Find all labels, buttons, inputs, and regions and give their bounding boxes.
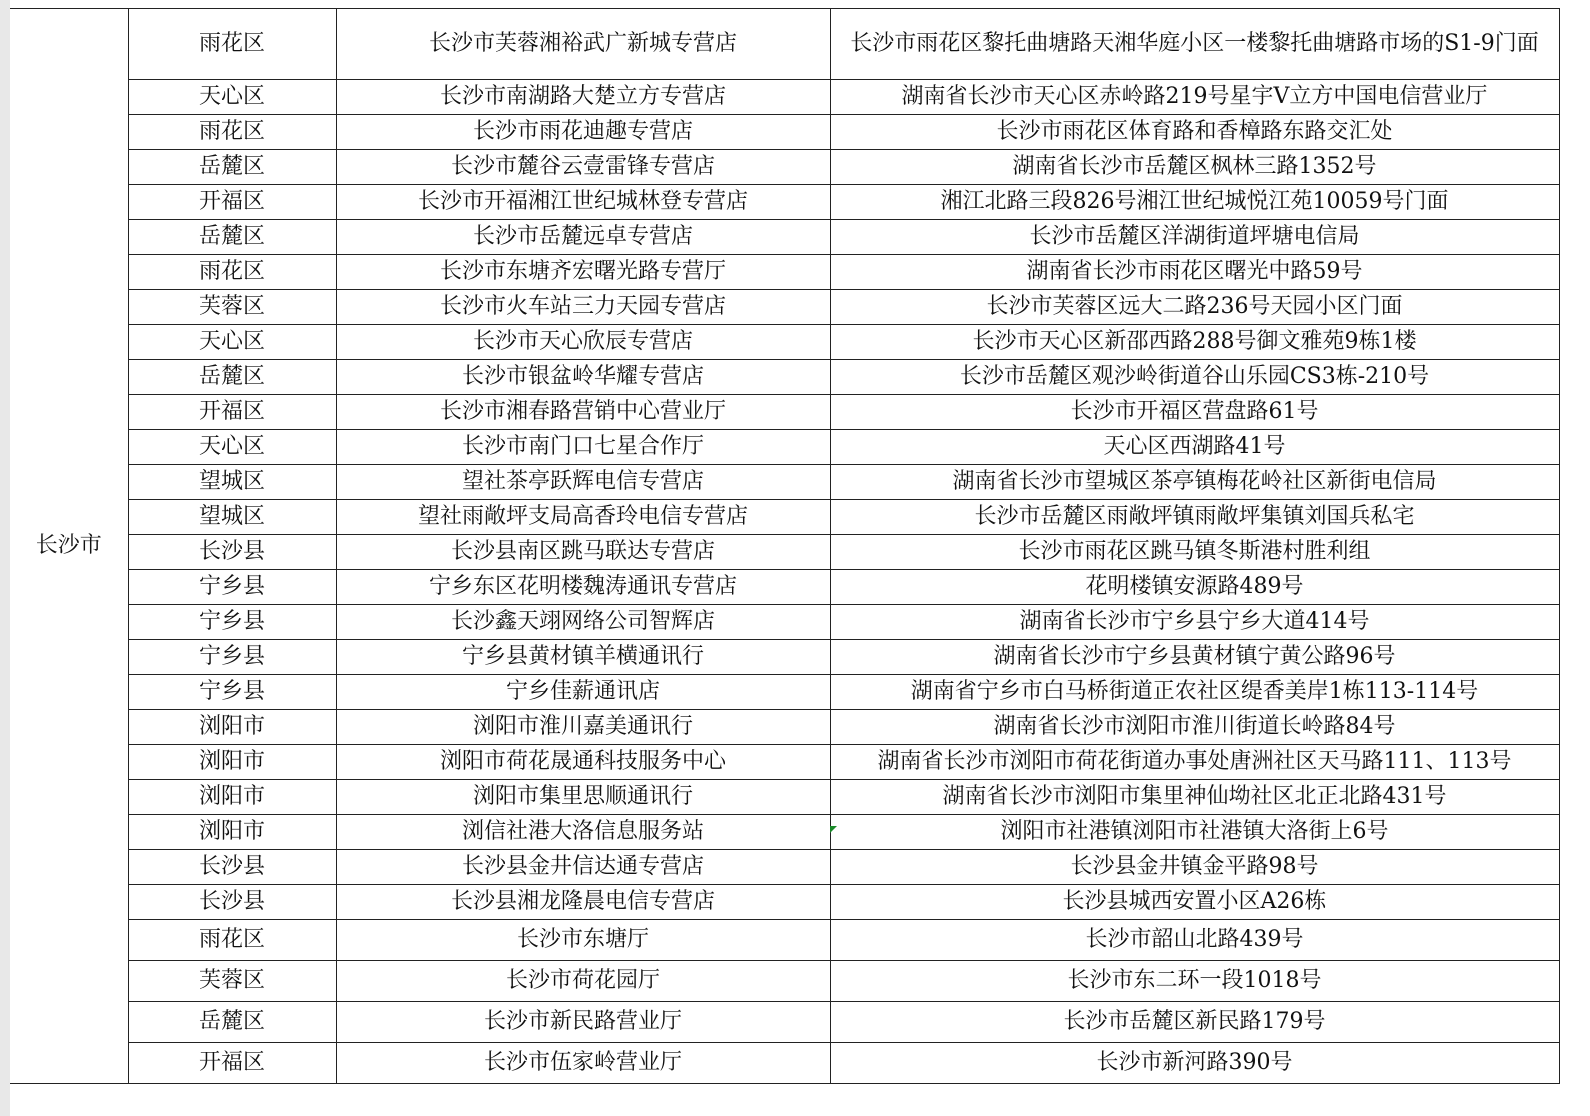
address-cell[interactable]: 长沙市新河路390号 <box>830 1043 1559 1084</box>
store-name-cell[interactable]: 长沙市岳麓远卓专营店 <box>336 220 830 255</box>
table-row <box>10 9 1559 80</box>
address-cell[interactable]: 长沙市岳麓区观沙岭街道谷山乐园CS3栋-210号 <box>830 360 1559 395</box>
district-cell[interactable]: 望城区 <box>128 465 336 500</box>
table-row <box>10 430 1559 465</box>
table-row <box>10 255 1559 290</box>
store-name-cell[interactable]: 长沙市东塘厅 <box>336 920 830 961</box>
store-name-cell[interactable]: 浏阳市集里思顺通讯行 <box>336 780 830 815</box>
district-cell[interactable]: 岳麓区 <box>128 220 336 255</box>
store-name-cell[interactable]: 宁乡佳薪通讯店 <box>336 675 830 710</box>
table-row <box>10 570 1559 605</box>
table-row <box>10 710 1559 745</box>
address-cell[interactable]: 浏阳市社港镇浏阳市社港镇大洛街上6号 <box>830 815 1559 850</box>
store-name-cell[interactable]: 长沙市银盆岭华耀专营店 <box>336 360 830 395</box>
address-cell[interactable]: 湖南省长沙市天心区赤岭路219号星宇V立方中国电信营业厅 <box>830 80 1559 115</box>
store-name-cell[interactable]: 长沙市天心欣辰专营店 <box>336 325 830 360</box>
table-row <box>10 1002 1559 1043</box>
address-cell[interactable]: 湖南省长沙市浏阳市集里神仙坳社区北正北路431号 <box>830 780 1559 815</box>
city-cell[interactable]: 长沙市 <box>10 9 128 1084</box>
district-cell[interactable]: 雨花区 <box>128 9 336 80</box>
address-cell[interactable]: 湖南省长沙市宁乡县黄材镇宁黄公路96号 <box>830 640 1559 675</box>
address-cell[interactable]: 长沙市岳麓区雨敞坪镇雨敞坪集镇刘国兵私宅 <box>830 500 1559 535</box>
table-row <box>10 220 1559 255</box>
store-name-cell[interactable]: 长沙市芙蓉湘裕武广新城专营店 <box>336 9 830 80</box>
table-row <box>10 185 1559 220</box>
store-name-cell[interactable]: 长沙鑫天翊网络公司智辉店 <box>336 605 830 640</box>
address-cell[interactable]: 湖南省长沙市浏阳市淮川街道长岭路84号 <box>830 710 1559 745</box>
district-cell[interactable]: 长沙县 <box>128 850 336 885</box>
district-cell[interactable]: 开福区 <box>128 185 336 220</box>
address-cell[interactable]: 长沙市雨花区体育路和香樟路东路交汇处 <box>830 115 1559 150</box>
table-row <box>10 535 1559 570</box>
store-name-cell[interactable]: 长沙市南门口七星合作厅 <box>336 430 830 465</box>
district-cell[interactable]: 浏阳市 <box>128 780 336 815</box>
table-row <box>10 1043 1559 1084</box>
district-cell[interactable]: 宁乡县 <box>128 570 336 605</box>
address-cell[interactable]: 长沙市开福区营盘路61号 <box>830 395 1559 430</box>
address-cell[interactable]: 长沙市雨花区跳马镇冬斯港村胜利组 <box>830 535 1559 570</box>
district-cell[interactable]: 开福区 <box>128 395 336 430</box>
store-name-cell[interactable]: 宁乡东区花明楼魏涛通讯专营店 <box>336 570 830 605</box>
store-name-cell[interactable]: 望社雨敞坪支局高香玲电信专营店 <box>336 500 830 535</box>
store-name-cell[interactable]: 长沙市麓谷云壹雷锋专营店 <box>336 150 830 185</box>
table-row <box>10 675 1559 710</box>
district-cell[interactable]: 天心区 <box>128 80 336 115</box>
table-row <box>10 920 1559 961</box>
district-cell[interactable]: 长沙县 <box>128 535 336 570</box>
district-cell[interactable]: 天心区 <box>128 430 336 465</box>
table-row <box>10 465 1559 500</box>
table-row <box>10 850 1559 885</box>
district-cell[interactable]: 浏阳市 <box>128 745 336 780</box>
table-row <box>10 500 1559 535</box>
district-cell[interactable]: 雨花区 <box>128 255 336 290</box>
table-row <box>10 115 1559 150</box>
address-cell[interactable]: 湖南省长沙市望城区茶亭镇梅花岭社区新街电信局 <box>830 465 1559 500</box>
district-cell[interactable]: 宁乡县 <box>128 675 336 710</box>
store-name-cell[interactable]: 长沙市南湖路大楚立方专营店 <box>336 80 830 115</box>
district-cell[interactable]: 雨花区 <box>128 115 336 150</box>
table-row <box>10 780 1559 815</box>
district-cell[interactable]: 天心区 <box>128 325 336 360</box>
store-name-cell[interactable]: 长沙县湘龙隆晨电信专营店 <box>336 885 830 920</box>
table-row <box>10 640 1559 675</box>
table-row <box>10 745 1559 780</box>
district-cell[interactable]: 芙蓉区 <box>128 290 336 325</box>
table-row <box>10 961 1559 1002</box>
district-cell[interactable]: 岳麓区 <box>128 150 336 185</box>
table-row <box>10 395 1559 430</box>
table-row <box>10 815 1559 850</box>
store-name-cell[interactable]: 长沙市新民路营业厅 <box>336 1002 830 1043</box>
address-cell[interactable]: 天心区西湖路41号 <box>830 430 1559 465</box>
address-cell[interactable]: 湖南省长沙市岳麓区枫林三路1352号 <box>830 150 1559 185</box>
store-name-cell[interactable]: 长沙市火车站三力天园专营店 <box>336 290 830 325</box>
address-cell[interactable]: 长沙县金井镇金平路98号 <box>830 850 1559 885</box>
store-name-cell[interactable]: 长沙县南区跳马联达专营店 <box>336 535 830 570</box>
district-cell[interactable]: 浏阳市 <box>128 710 336 745</box>
address-cell[interactable]: 长沙县城西安置小区A26栋 <box>830 885 1559 920</box>
store-name-cell[interactable]: 长沙市雨花迪趣专营店 <box>336 115 830 150</box>
table-row <box>10 325 1559 360</box>
store-name-cell[interactable]: 长沙市伍家岭营业厅 <box>336 1043 830 1084</box>
address-cell[interactable]: 湖南省长沙市浏阳市荷花街道办事处唐洲社区天马路111、113号 <box>830 745 1559 780</box>
store-name-cell[interactable]: 长沙县金井信达通专营店 <box>336 850 830 885</box>
store-name-cell[interactable]: 浏阳市荷花晟通科技服务中心 <box>336 745 830 780</box>
district-cell[interactable]: 岳麓区 <box>128 360 336 395</box>
store-name-cell[interactable]: 望社茶亭跃辉电信专营店 <box>336 465 830 500</box>
district-cell[interactable]: 长沙县 <box>128 885 336 920</box>
store-name-cell[interactable]: 浏信社港大洛信息服务站 <box>336 815 830 850</box>
address-cell[interactable]: 长沙市岳麓区洋湖街道坪塘电信局 <box>830 220 1559 255</box>
district-cell[interactable]: 雨花区 <box>128 920 336 961</box>
district-cell[interactable]: 宁乡县 <box>128 640 336 675</box>
table-row <box>10 605 1559 640</box>
address-cell[interactable]: 长沙市天心区新邵西路288号御文雅苑9栋1楼 <box>830 325 1559 360</box>
table-row <box>10 150 1559 185</box>
district-cell[interactable]: 宁乡县 <box>128 605 336 640</box>
address-cell[interactable]: 湖南省长沙市雨花区曙光中路59号 <box>830 255 1559 290</box>
table-row <box>10 290 1559 325</box>
table-row <box>10 80 1559 115</box>
district-cell[interactable]: 芙蓉区 <box>128 961 336 1002</box>
address-cell[interactable]: 长沙市东二环一段1018号 <box>830 961 1559 1002</box>
store-name-cell[interactable]: 长沙市荷花园厅 <box>336 961 830 1002</box>
address-cell[interactable]: 长沙市韶山北路439号 <box>830 920 1559 961</box>
table-row <box>10 885 1559 920</box>
address-cell[interactable]: 花明楼镇安源路489号 <box>830 570 1559 605</box>
store-name-cell[interactable]: 浏阳市淮川嘉美通讯行 <box>336 710 830 745</box>
district-cell[interactable]: 望城区 <box>128 500 336 535</box>
store-table <box>10 8 1560 1084</box>
store-name-cell[interactable]: 长沙市开福湘江世纪城林登专营店 <box>336 185 830 220</box>
store-table-body <box>10 9 1559 1084</box>
address-cell[interactable]: 湘江北路三段826号湘江世纪城悦江苑10059号门面 <box>830 185 1559 220</box>
district-cell[interactable]: 开福区 <box>128 1043 336 1084</box>
store-name-cell[interactable]: 宁乡县黄材镇羊横通讯行 <box>336 640 830 675</box>
table-row <box>10 360 1559 395</box>
address-cell[interactable]: 湖南省长沙市宁乡县宁乡大道414号 <box>830 605 1559 640</box>
district-cell[interactable]: 岳麓区 <box>128 1002 336 1043</box>
address-cell[interactable]: 长沙市雨花区黎托曲塘路天湘华庭小区一楼黎托曲塘路市场的S1-9门面 <box>830 9 1559 80</box>
store-name-cell[interactable]: 长沙市湘春路营销中心营业厅 <box>336 395 830 430</box>
address-cell[interactable]: 长沙市岳麓区新民路179号 <box>830 1002 1559 1043</box>
store-name-cell[interactable]: 长沙市东塘齐宏曙光路专营厅 <box>336 255 830 290</box>
district-cell[interactable]: 浏阳市 <box>128 815 336 850</box>
cell-comment-marker <box>830 826 837 833</box>
address-cell[interactable]: 湖南省宁乡市白马桥街道正农社区缇香美岸1栋113-114号 <box>830 675 1559 710</box>
address-cell[interactable]: 长沙市芙蓉区远大二路236号天园小区门面 <box>830 290 1559 325</box>
